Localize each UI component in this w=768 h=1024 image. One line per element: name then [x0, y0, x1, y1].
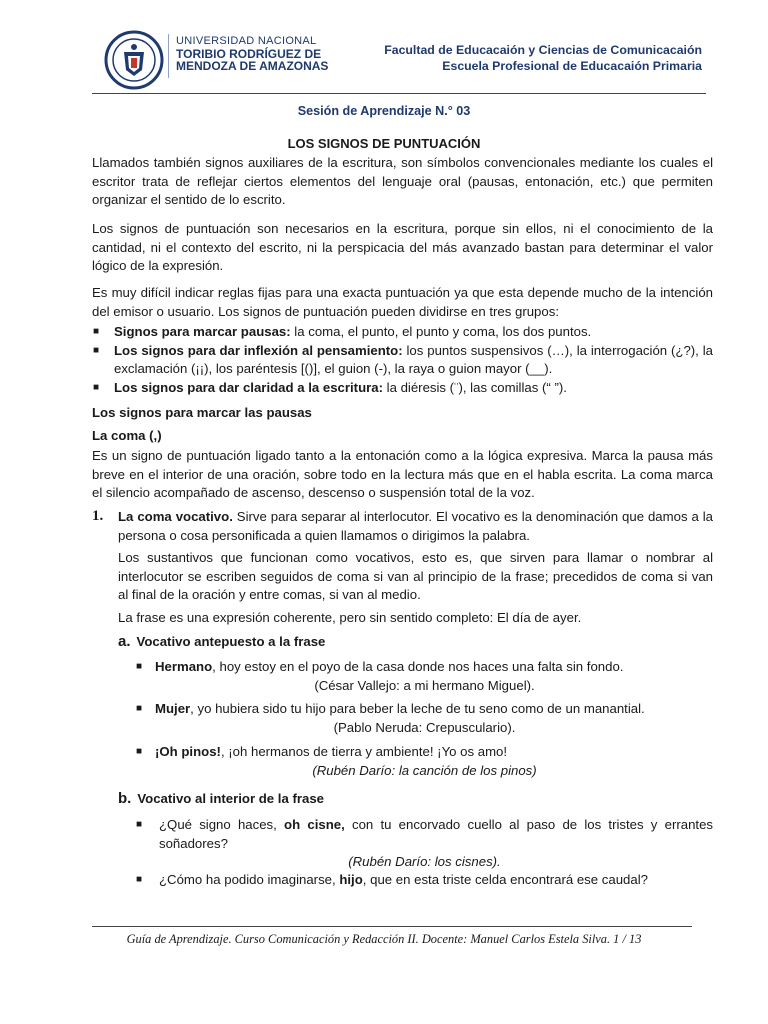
list-item — [92, 342, 713, 379]
paragraph-2: Los signos de puntuación son necesarios en la escritura, porque sin ellos, ni el conocimiento de la cantidad, ni el contexto del escrito, ni la perspicacia del más avanzado bastan para determinar el valor lógico de la expresión. — [92, 221, 713, 273]
bullet-square-icon: ■ — [136, 874, 143, 885]
vocative-word: hijo — [339, 872, 363, 887]
faculty-name: Facultad de Educacaión y Ciencias de Comunicacaión — [384, 43, 702, 57]
example-text: , hoy estoy en el poyo de la casa donde nos haces una falta sin fondo. — [212, 659, 624, 674]
bullet-square-icon: ■ — [136, 661, 143, 672]
example-b-1 — [136, 816, 713, 872]
bullet-square-icon: ■ — [93, 381, 100, 393]
vocative-word: Mujer — [155, 701, 191, 716]
university-name — [176, 35, 328, 73]
example-citation: (César Vallejo: a mi hermano Miguel). — [314, 677, 535, 693]
example-citation: (Rubén Darío: la canción de los pinos) — [312, 762, 537, 778]
bullet-square-icon: ■ — [136, 819, 143, 830]
subsection-b-label: Vocativo al interior de la frase — [137, 791, 324, 806]
bullet-square-icon: ■ — [93, 344, 100, 356]
header-rule — [92, 93, 706, 94]
group-label: Signos para marcar pausas: — [114, 324, 291, 339]
bullet-square-icon: ■ — [136, 703, 143, 714]
paragraph-5: Los sustantivos que funcionan como vocativos, esto es, que sirven para llamar o nombrar al interlocutor se escriben seguidos de coma si van al principio de la frase; precedidos de coma si van al final de la oración y entre comas, si van al medio. — [118, 550, 713, 602]
example-text: , yo hubiera sido tu hijo para beber la leche de tu seno como de un manantial. — [190, 701, 645, 716]
example-a-1 — [136, 658, 713, 695]
group-text: la diéresis (¨), las comillas (“ ”). — [382, 379, 567, 395]
subsection-a-label: Vocativo antepuesto a la frase — [136, 634, 326, 649]
school-name: Escuela Profesional de Educacaión Primaria — [442, 59, 702, 73]
list-item — [92, 379, 713, 398]
page-title: LOS SIGNOS DE PUNTUACIÓN — [287, 136, 481, 151]
university-line-2: TORIBIO RODRÍGUEZ DE — [176, 46, 322, 61]
footer-rule — [92, 926, 692, 927]
subsection-a — [118, 633, 325, 650]
example-citation: (Rubén Darío: los cisnes). — [348, 854, 501, 869]
vocative-word: Hermano — [155, 659, 213, 674]
example-b-2 — [136, 871, 713, 890]
example-text: ¿Qué signo haces, — [159, 817, 285, 832]
group-text: la coma, el punto, el punto y coma, los dos puntos. — [290, 324, 592, 339]
example-text: , que en esta triste celda encontrará ese caudal? — [362, 872, 648, 887]
group-label: Los signos para dar inflexión al pensamiento: — [114, 342, 403, 358]
university-line-3: MENDOZA DE AMAZONAS — [176, 59, 329, 73]
example-text: , ¡oh hermanos de tierra y ambiente! ¡Yo os amo! — [220, 744, 508, 759]
example-a-2 — [136, 700, 713, 737]
session-title: Sesión de Aprendizaje N.° 03 — [297, 104, 471, 118]
paragraph-4: Es un signo de puntuación ligado tanto a la entonación como a la lógica expresiva. Marca la pausa más breve en el interior de una oración, sobre todo en la lectura más que en el habla escrita. La coma marca el silencio acompañado de ascenso, descenso o suspensión total de la voz. — [92, 448, 713, 500]
item-1-label: La coma vocativo. — [118, 509, 233, 524]
vocative-word: ¡Oh pinos! — [155, 744, 221, 759]
university-seal-logo — [104, 30, 164, 90]
example-text: con tu encorvado cuello al paso de los tristes y errantes soñadores? — [159, 817, 713, 851]
header-separator — [168, 34, 169, 78]
paragraph-3: Es muy difícil indicar reglas fijas para una exacta puntuación ya que esta depende mucho de la intención del emisor o usuario. Los signos de puntuación pueden dividirse en tres grupos: — [92, 285, 713, 319]
university-line-1: UNIVERSIDAD NACIONAL — [176, 35, 317, 47]
bullet-square-icon: ■ — [93, 326, 100, 337]
paragraph-1: Llamados también signos auxiliares de la escritura, son símbolos convencionales mediante los cuales el escritor trata de reflejar ciertos elementos del lenguaje oral (pausas, entonación, etc.) que permiten organizar el sentido de lo escrito. — [92, 155, 713, 207]
group-label: Los signos para dar claridad a la escritura: — [114, 379, 383, 395]
example-citation: (Pablo Neruda: Crepusculario). — [333, 719, 516, 735]
faculty-block — [384, 42, 702, 74]
item-1-text — [118, 508, 713, 545]
paragraph-6: La frase es una expresión coherente, pero sin sentido completo: El día de ayer. — [118, 610, 582, 625]
subsection-b-mark: b. — [118, 790, 132, 807]
vocative-word: oh cisne, — [284, 817, 345, 832]
coma-heading: La coma (,) — [92, 428, 162, 443]
page-footer: Guía de Aprendizaje. Curso Comunicación y Redacción II. Docente: Manuel Carlos Estela Silva. 1 / 13 — [126, 932, 642, 946]
group-text: los puntos suspensivos (…), la interrogación (¿?), la exclamación (¡¡), los paréntesis [()], el guion (-), la raya o guion mayor (__). — [114, 342, 713, 376]
groups-list — [92, 323, 713, 397]
example-a-3 — [136, 743, 713, 780]
item-1-body: Sirve para separar al interlocutor. El vocativo es la denominación que damos a la persona o cosa personificada a quien llamamos o dirigimos la palabra. — [118, 509, 713, 543]
subsection-b — [118, 790, 324, 807]
example-text: ¿Cómo ha podido imaginarse, — [159, 872, 340, 887]
list-item — [92, 323, 713, 342]
item-number: 1. — [92, 508, 104, 524]
section-heading: Los signos para marcar las pausas — [92, 405, 312, 420]
bullet-square-icon: ■ — [136, 746, 143, 757]
subsection-a-mark: a. — [118, 633, 131, 650]
